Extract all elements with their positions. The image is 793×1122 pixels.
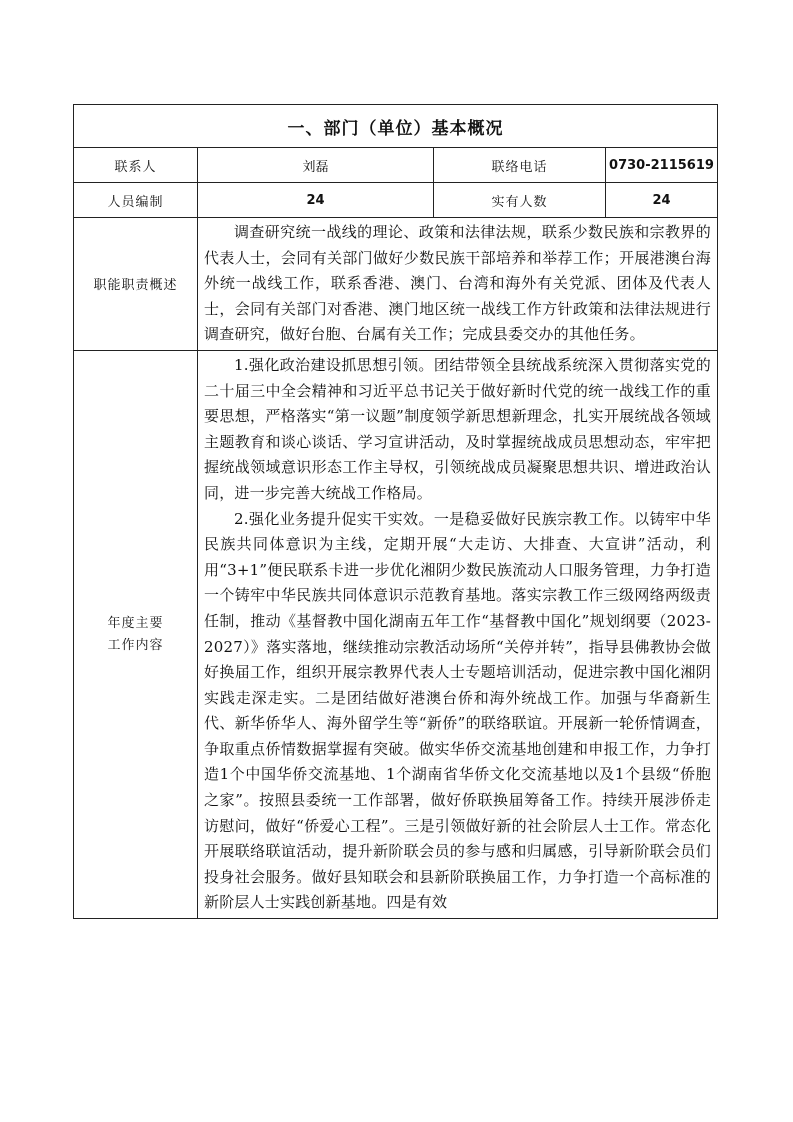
staff-value: 24 xyxy=(198,183,434,218)
contact-row xyxy=(74,148,718,183)
annual-work-row xyxy=(74,350,718,918)
annual-label-line2: 工作内容 xyxy=(107,637,164,653)
contact-label: 联系人 xyxy=(74,148,198,183)
phone-label: 联络电话 xyxy=(434,148,606,183)
annual-label-line1: 年度主要 xyxy=(107,615,164,631)
functions-label: 职能职责概述 xyxy=(74,218,198,351)
section-title: 一、部门（单位）基本概况 xyxy=(74,105,718,148)
overview-table xyxy=(73,104,718,919)
annual-paragraph-2: 2.强化业务提升促实干实效。一是稳妥做好民族宗教工作。以铸牢中华民族共同体意识为主线，定期开展“大走访、大排查、大宣讲”活动，利用“3+1”便民联系卡进一步优化湘阴少数民族流动人口服务管理，力争打造一个铸牢中华民族共同体意识示范教育基地。落实宗教工作三级网络两级责任制，推动《基督教中国化湖南五年工作“基督教中国化”规划纲要（2023-2027）》落实落地，继续推动宗教活动场所“关停并转”，指导县佛教协会做好换届工作，组织开展宗教界代表人士专题培训活动，促进宗教中国化湘阴实践走深走实。二是团结做好港澳台侨和海外统战工作。加强与华裔新生代、新华侨华人、海外留学生等“新侨”的联络联谊。开展新一轮侨情调查，争取重点侨情数据掌握有突破。做实华侨交流基地创建和申报工作，力争打造1个中国华侨交流基地、1个湖南省华侨文化交流基地以及1个县级“侨胞之家”。按照县委统一工作部署，做好侨联换届筹备工作。持续开展涉侨走访慰问，做好“侨爱心工程”。三是引领做好新的社会阶层人士工作。常态化开展联络联谊活动，提升新阶联会员的参与感和归属感，引导新阶联会员们投身社会服务。做好县知联会和县新阶联换届工作，力争打造一个高标准的新阶层人士实践创新基地。四是有效 xyxy=(204,509,711,912)
functions-text-cell xyxy=(198,218,718,351)
actual-staff-value: 24 xyxy=(606,183,718,218)
annual-work-label xyxy=(74,350,198,918)
actual-staff-label: 实有人数 xyxy=(434,183,606,218)
functions-row xyxy=(74,218,718,351)
phone-value: 0730-2115619 xyxy=(606,148,718,183)
staff-label: 人员编制 xyxy=(74,183,198,218)
annual-paragraph-1: 1.强化政治建设抓思想引领。团结带领全县统战系统深入贯彻落实党的二十届三中全会精神和习近平总书记关于做好新时代党的统一战线工作的重要思想，严格落实“第一议题”制度领学新思想新理念，扎实开展统战各领域主题教育和谈心谈话、学习宣讲活动，及时掌握统战成员思想动态，牢牢把握统战领域意识形态工作主导权，引领统战成员凝聚思想共识、增进政治认同，进一步完善大统战工作格局。 xyxy=(204,355,711,502)
annual-work-text-cell xyxy=(198,350,718,918)
staff-row xyxy=(74,183,718,218)
functions-text: 调查研究统一战线的理论、政策和法律法规，联系少数民族和宗教界的代表人士，会同有关部门做好少数民族干部培养和举荐工作；开展港澳台海外统一战线工作，联系香港、澳门、台湾和海外有关党派、团体及代表人士，会同有关部门对香港、澳门地区统一战线工作方针政策和法律法规进行调查研究，做好台胞、台属有关工作；完成县委交办的其他任务。 xyxy=(204,223,711,344)
contact-value: 刘磊 xyxy=(198,148,434,183)
